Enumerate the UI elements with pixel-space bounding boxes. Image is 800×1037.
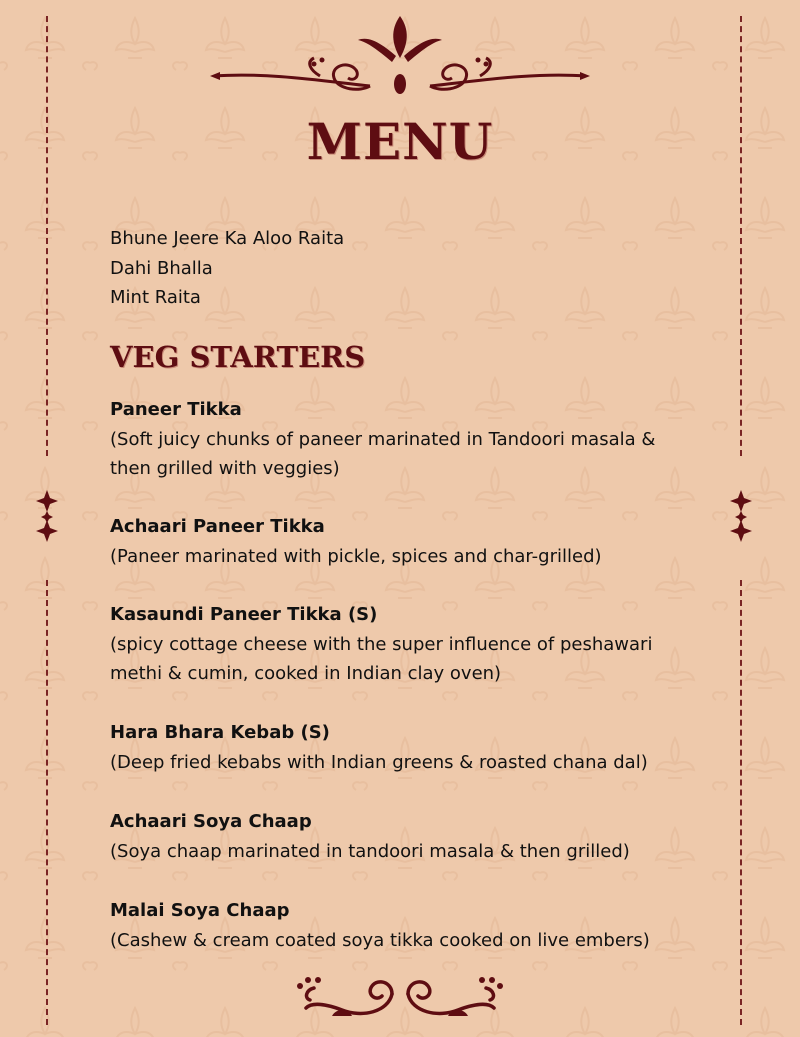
list-item: Dahi Bhalla [110,257,213,279]
list-item: Bhune Jeere Ka Aloo Raita [110,228,345,249]
left-border-top [46,16,48,456]
right-diamond-ornament [730,490,752,542]
raita-list [110,224,344,313]
dish-name: Achaari Soya Chaap [110,811,312,832]
left-border-bottom [46,580,48,1025]
dish-description: (Soft juicy chunks of paneer marinated in Tandoori masala & then grilled with veggies) [110,428,656,479]
dish-name: Kasaundi Paneer Tikka (S) [110,604,378,625]
dish-item [110,600,690,718]
dish-description: (Paneer marinated with pickle, spices and char-grilled) [110,545,602,567]
menu-title: MENU [306,112,494,171]
dish-name: Achaari Paneer Tikka [110,516,325,537]
dish-item [110,718,690,807]
dish-description: (spicy cottage cheese with the super influence of peshawari methi & cumin, cooked in Indian clay oven) [110,633,653,684]
veg-starters-title: VEG STARTERS [110,340,366,374]
dish-item [110,512,690,600]
dish-name: Malai Soya Chaap [110,900,290,921]
right-border-bottom [740,580,742,1025]
veg-starters-list [110,395,690,955]
list-item: Mint Raita [110,287,201,308]
dish-description: (Deep fried kebabs with Indian greens & roasted chana dal) [110,751,648,773]
dish-name: Paneer Tikka [110,399,242,420]
dish-description: (Soya chaap marinated in tandoori masala & then grilled) [110,840,630,862]
dish-item [110,807,690,896]
dish-name: Hara Bhara Kebab (S) [110,722,330,743]
dish-item [110,395,690,512]
dish-item [110,896,690,955]
top-flourish-ornament [210,12,590,102]
left-diamond-ornament [36,490,58,542]
dish-description: (Cashew & cream coated soya tikka cooked on live embers) [110,929,650,951]
bottom-flourish-ornament [292,972,508,1028]
right-border-top [740,16,742,456]
